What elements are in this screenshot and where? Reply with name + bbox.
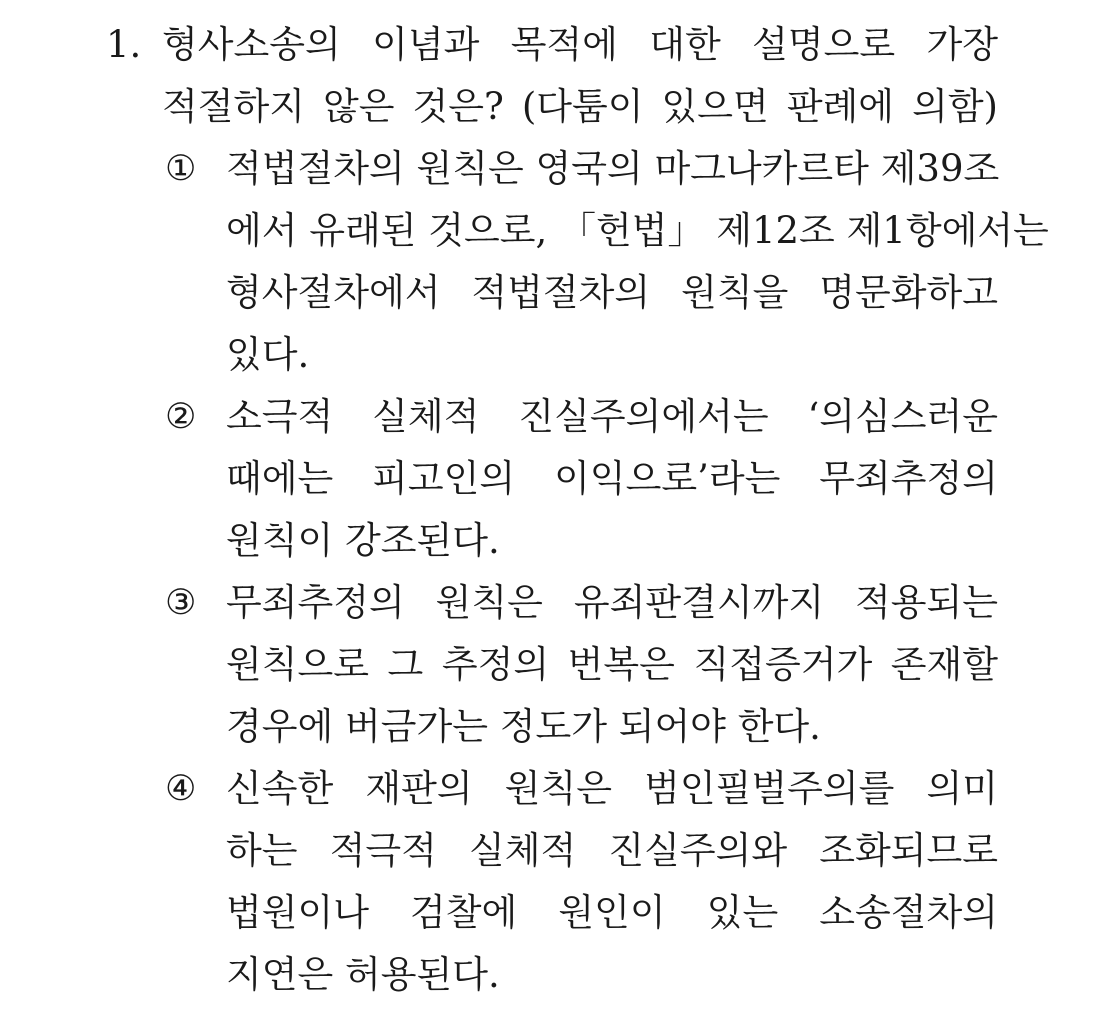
question-number: 1.	[106, 23, 142, 66]
option-text-line: 법원이나 검찰에 원인이 있는 소송절차의	[226, 891, 998, 934]
option-text-line: 형사절차에서 적법절차의 원칙을 명문화하고	[226, 271, 998, 314]
option-text-line: 무죄추정의 원칙은 유죄판결시까지 적용되는	[226, 581, 998, 624]
option-text-line: 적법절차의 원칙은 영국의 마그나카르타 제39조	[226, 147, 1000, 190]
option-marker: ④	[165, 769, 197, 809]
option-text-line: 경우에 버금가는 정도가 되어야 한다.	[226, 705, 821, 748]
question-stem-line: 적절하지 않은 것은? (다툼이 있으면 판례에 의함)	[162, 85, 998, 128]
option-text-line: 원칙이 강조된다.	[226, 519, 500, 562]
option-marker: ①	[165, 149, 197, 189]
option-text-line: 지연은 허용된다.	[226, 953, 500, 996]
option-text-line: 원칙으로 그 추정의 번복은 직접증거가 존재할	[226, 643, 998, 686]
option-text-line: 신속한 재판의 원칙은 범인필벌주의를 의미	[226, 767, 998, 810]
question-stem-line: 형사소송의 이념과 목적에 대한 설명으로 가장	[162, 23, 998, 66]
option-marker: ③	[165, 583, 197, 623]
option-text-line: 하는 적극적 실체적 진실주의와 조화되므로	[226, 829, 998, 872]
option-text-line: 소극적 실체적 진실주의에서는 ‘의심스러운	[226, 395, 998, 438]
option-marker: ②	[165, 397, 197, 437]
option-text-line: 에서 유래된 것으로, 「헌법」 제12조 제1항에서는	[226, 209, 1049, 252]
option-text-line: 있다.	[226, 333, 310, 376]
option-text-line: 때에는 피고인의 이익으로’라는 무죄추정의	[226, 457, 998, 500]
